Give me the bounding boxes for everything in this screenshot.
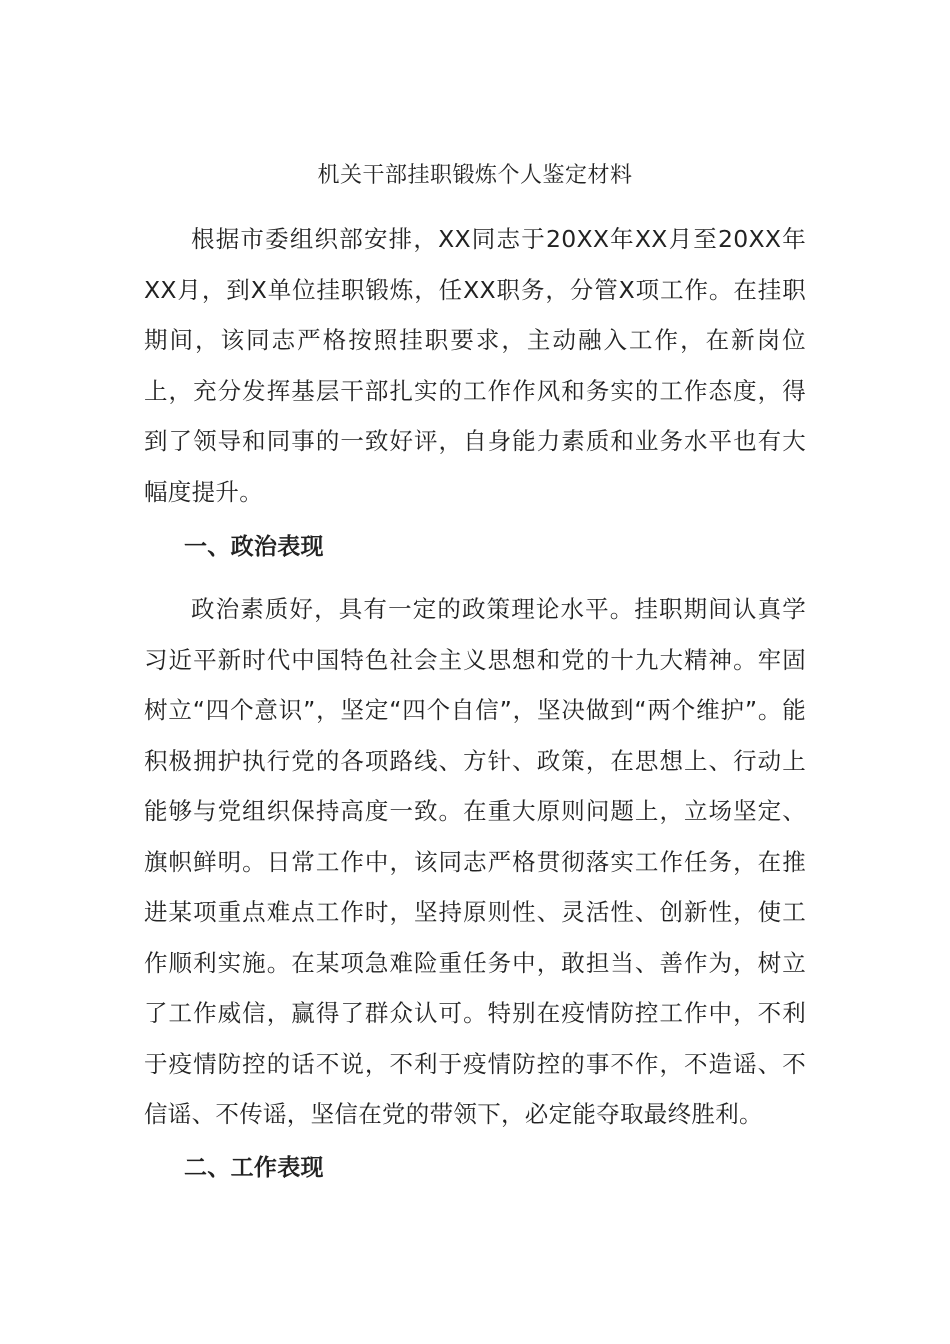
- intro-paragraph: 根据市委组织部安排，XX同志于20XX年XX月至20XX年XX月，到X单位挂职锻炼，任XX职务，分管X项工作。在挂职期间，该同志严格按照挂职要求，主动融入工作，在新岗位上，充分发挥基层干部扎实的工作作风和务实的工作态度，得到了领导和同事的一致好评，自身能力素质和业务水平也有大幅度提升。: [144, 225, 806, 506]
- section-heading-work: 二、工作表现: [184, 1155, 324, 1181]
- document-title: 机关干部挂职锻炼个人鉴定材料: [317, 163, 633, 188]
- section-body-political: 政治素质好，具有一定的政策理论水平。挂职期间认真学习近平新时代中国特色社会主义思想和党的十九大精神。牢固树立“四个意识”，坚定“四个自信”，坚决做到“两个维护”。能积极拥护执行党的各项路线、方针、政策，在思想上、行动上能够与党组织保持高度一致。在重大原则问题上，立场坚定、旗帜鲜明。日常工作中，该同志严格贯彻落实工作任务，在推进某项重点难点工作时，坚持原则性、灵活性、创新性，使工作顺利实施。在某项急难险重任务中，敢担当、善作为，树立了工作威信，赢得了群众认可。特别在疫情防控工作中，不利于疫情防控的话不说，不利于疫情防控的事不作，不造谣、不信谣、不传谣，坚信在党的带领下，必定能夺取最终胜利。: [144, 595, 806, 1128]
- section-heading-political: 一、政治表现: [184, 534, 324, 560]
